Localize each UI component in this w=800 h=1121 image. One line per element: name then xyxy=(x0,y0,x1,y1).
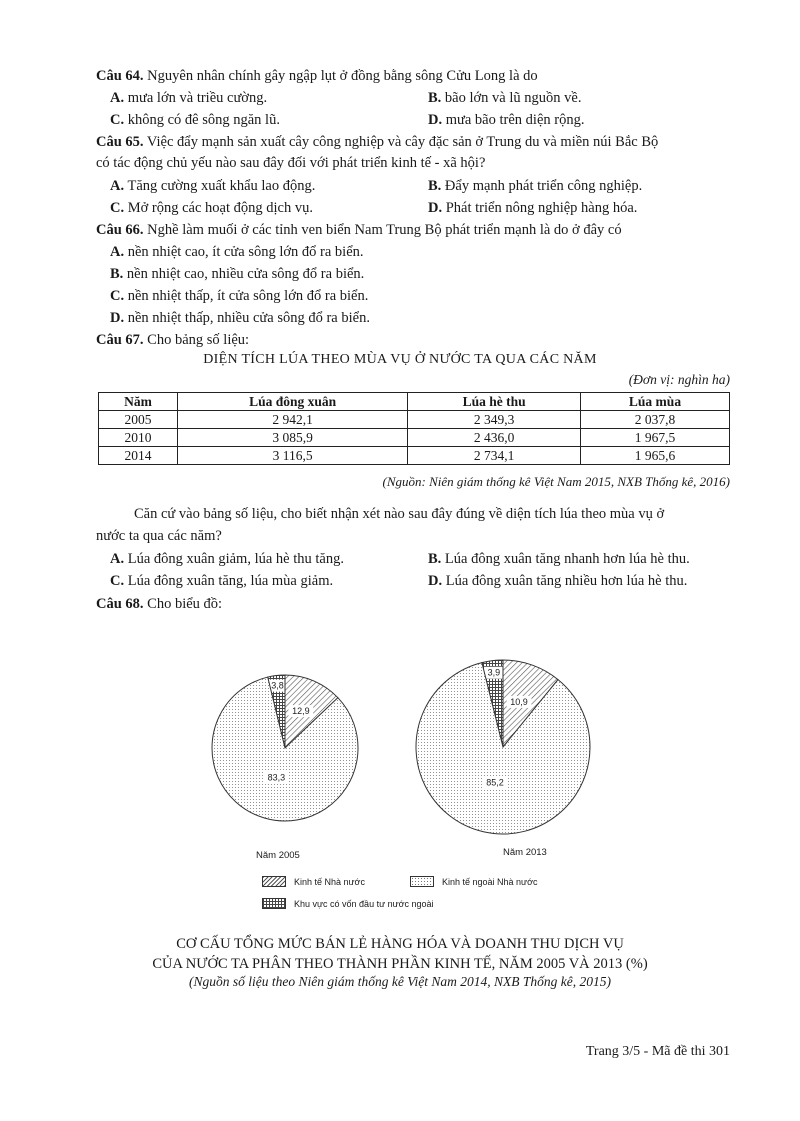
option-65-b: B. Đẩy mạnh phát triển công nghiệp. xyxy=(428,178,643,194)
data-label: 3,9 xyxy=(487,667,501,678)
data-label: 83,3 xyxy=(267,772,286,783)
table-cell: 2005 xyxy=(99,411,178,429)
option-67-c: C. Lúa đông xuân tăng, lúa mùa giảm. xyxy=(110,573,334,589)
question-65 xyxy=(96,132,658,152)
legend-swatch xyxy=(262,898,286,909)
chart-title-line1: CƠ CẤU TỔNG MỨC BÁN LẺ HÀNG HÓA VÀ DOANH THU DỊCH VỤ xyxy=(176,936,624,952)
table-cell: 2 037,8 xyxy=(581,411,730,429)
table-cell: 2014 xyxy=(99,447,178,465)
table-cell: 1 965,6 xyxy=(581,447,730,465)
table-header: Lúa mùa xyxy=(581,393,730,411)
data-label: 85,2 xyxy=(486,777,504,788)
option-67-b: B. Lúa đông xuân tăng nhanh hơn lúa hè thu. xyxy=(428,551,690,567)
chart-source: (Nguồn số liệu theo Niên giám thống kê Việt Nam 2014, NXB Thống kê, 2015) xyxy=(189,974,611,989)
pie-2013 xyxy=(416,660,590,834)
question-label: Câu 68. xyxy=(96,596,144,612)
option-64-d: D. mưa bão trên diện rộng. xyxy=(428,112,585,128)
table-header: Lúa đông xuân xyxy=(178,393,408,411)
option-66-a: A. nền nhiệt cao, ít cửa sông lớn đổ ra biển. xyxy=(110,244,364,260)
pie-2005-label: Năm 2005 xyxy=(256,850,300,861)
option-64-a: A. mưa lớn và triều cường. xyxy=(110,90,268,106)
legend-swatch xyxy=(410,876,434,887)
question-label: Câu 64. xyxy=(96,68,144,84)
table-cell: 2 349,3 xyxy=(408,411,581,429)
option-65-d: D. Phát triển nông nghiệp hàng hóa. xyxy=(428,200,638,216)
table-row xyxy=(99,447,730,465)
legend-item-state: Kinh tế Nhà nước xyxy=(262,876,365,887)
option-66-c: C. nền nhiệt thấp, ít cửa sông lớn đổ ra biển. xyxy=(110,288,369,304)
question-label: Câu 65. xyxy=(96,134,144,150)
pie-2013-label: Năm 2013 xyxy=(503,847,547,858)
table-row xyxy=(99,411,730,429)
table-header: Lúa hè thu xyxy=(408,393,581,411)
rice-area-table xyxy=(98,392,730,465)
pie-charts xyxy=(0,630,800,870)
table-cell: 2 436,0 xyxy=(408,429,581,447)
question-67-prompt-line2: nước ta qua các năm? xyxy=(96,528,222,544)
option-67-a: A. Lúa đông xuân giảm, lúa hè thu tăng. xyxy=(110,551,344,567)
question-text: Cho bảng số liệu: xyxy=(147,332,250,348)
table-cell: 3 116,5 xyxy=(178,447,408,465)
table-cell: 2 734,1 xyxy=(408,447,581,465)
question-64 xyxy=(96,66,538,86)
legend-item-fdi: Khu vực có vốn đầu tư nước ngoài xyxy=(262,898,434,909)
question-68 xyxy=(96,594,222,614)
option-66-b: B. nền nhiệt cao, nhiều cửa sông đổ ra biển. xyxy=(110,266,365,282)
question-text: Nguyên nhân chính gây ngập lụt ở đồng bằng sông Cửu Long là do xyxy=(147,68,538,84)
page-footer: Trang 3/5 - Mã đề thi 301 xyxy=(585,1044,730,1059)
question-text: Việc đẩy mạnh sản xuất cây công nghiệp và cây đặc sản ở Trung du và miền núi Bắc Bộ xyxy=(146,134,659,150)
data-label: 3,8 xyxy=(271,680,284,691)
table-row xyxy=(99,429,730,447)
option-67-d: D. Lúa đông xuân tăng nhiều hơn lúa hè thu. xyxy=(428,573,688,589)
data-label: 12,9 xyxy=(292,706,310,717)
question-67 xyxy=(96,330,249,350)
question-67-prompt: Căn cứ vào bảng số liệu, cho biết nhận xét nào sau đây đúng về diện tích lúa theo mùa vụ ở xyxy=(134,506,665,522)
table-cell: 1 967,5 xyxy=(581,429,730,447)
option-64-c: C. không có đê sông ngăn lũ. xyxy=(110,112,280,128)
option-65-c: C. Mở rộng các hoạt động dịch vụ. xyxy=(110,200,313,216)
question-65-line2: có tác động chủ yếu nào sau đây đối với phát triển kinh tế - xã hội? xyxy=(96,155,486,171)
question-66 xyxy=(96,220,622,240)
data-label: 10,9 xyxy=(510,696,528,707)
legend-swatch xyxy=(262,876,286,887)
table-header-row xyxy=(99,393,730,411)
pie-2005 xyxy=(212,675,358,821)
option-66-d: D. nền nhiệt thấp, nhiều cửa sông đổ ra biển. xyxy=(110,310,370,326)
question-text: Nghề làm muối ở các tỉnh ven biển Nam Trung Bộ phát triển mạnh là do ở đây có xyxy=(147,222,622,238)
table-source: (Nguồn: Niên giám thống kê Việt Nam 2015, NXB Thống kê, 2016) xyxy=(382,474,730,489)
question-label: Câu 67. xyxy=(96,332,144,348)
table-cell: 3 085,9 xyxy=(178,429,408,447)
question-label: Câu 66. xyxy=(96,222,144,238)
option-64-b: B. bão lớn và lũ nguồn về. xyxy=(428,90,582,106)
legend-item-nonstate: Kinh tế ngoài Nhà nước xyxy=(410,876,537,887)
table-title: DIỆN TÍCH LÚA THEO MÙA VỤ Ở NƯỚC TA QUA CÁC NĂM xyxy=(203,352,597,367)
table-header: Năm xyxy=(99,393,178,411)
table-cell: 2 942,1 xyxy=(178,411,408,429)
option-65-a: A. Tăng cường xuất khẩu lao động. xyxy=(110,178,316,194)
question-text: Cho biểu đồ: xyxy=(147,596,223,612)
chart-title-line2: CỦA NƯỚC TA PHÂN THEO THÀNH PHẦN KINH TẾ, NĂM 2005 VÀ 2013 (%) xyxy=(152,956,648,972)
table-unit: (Đơn vị: nghìn ha) xyxy=(628,372,730,387)
table-cell: 2010 xyxy=(99,429,178,447)
